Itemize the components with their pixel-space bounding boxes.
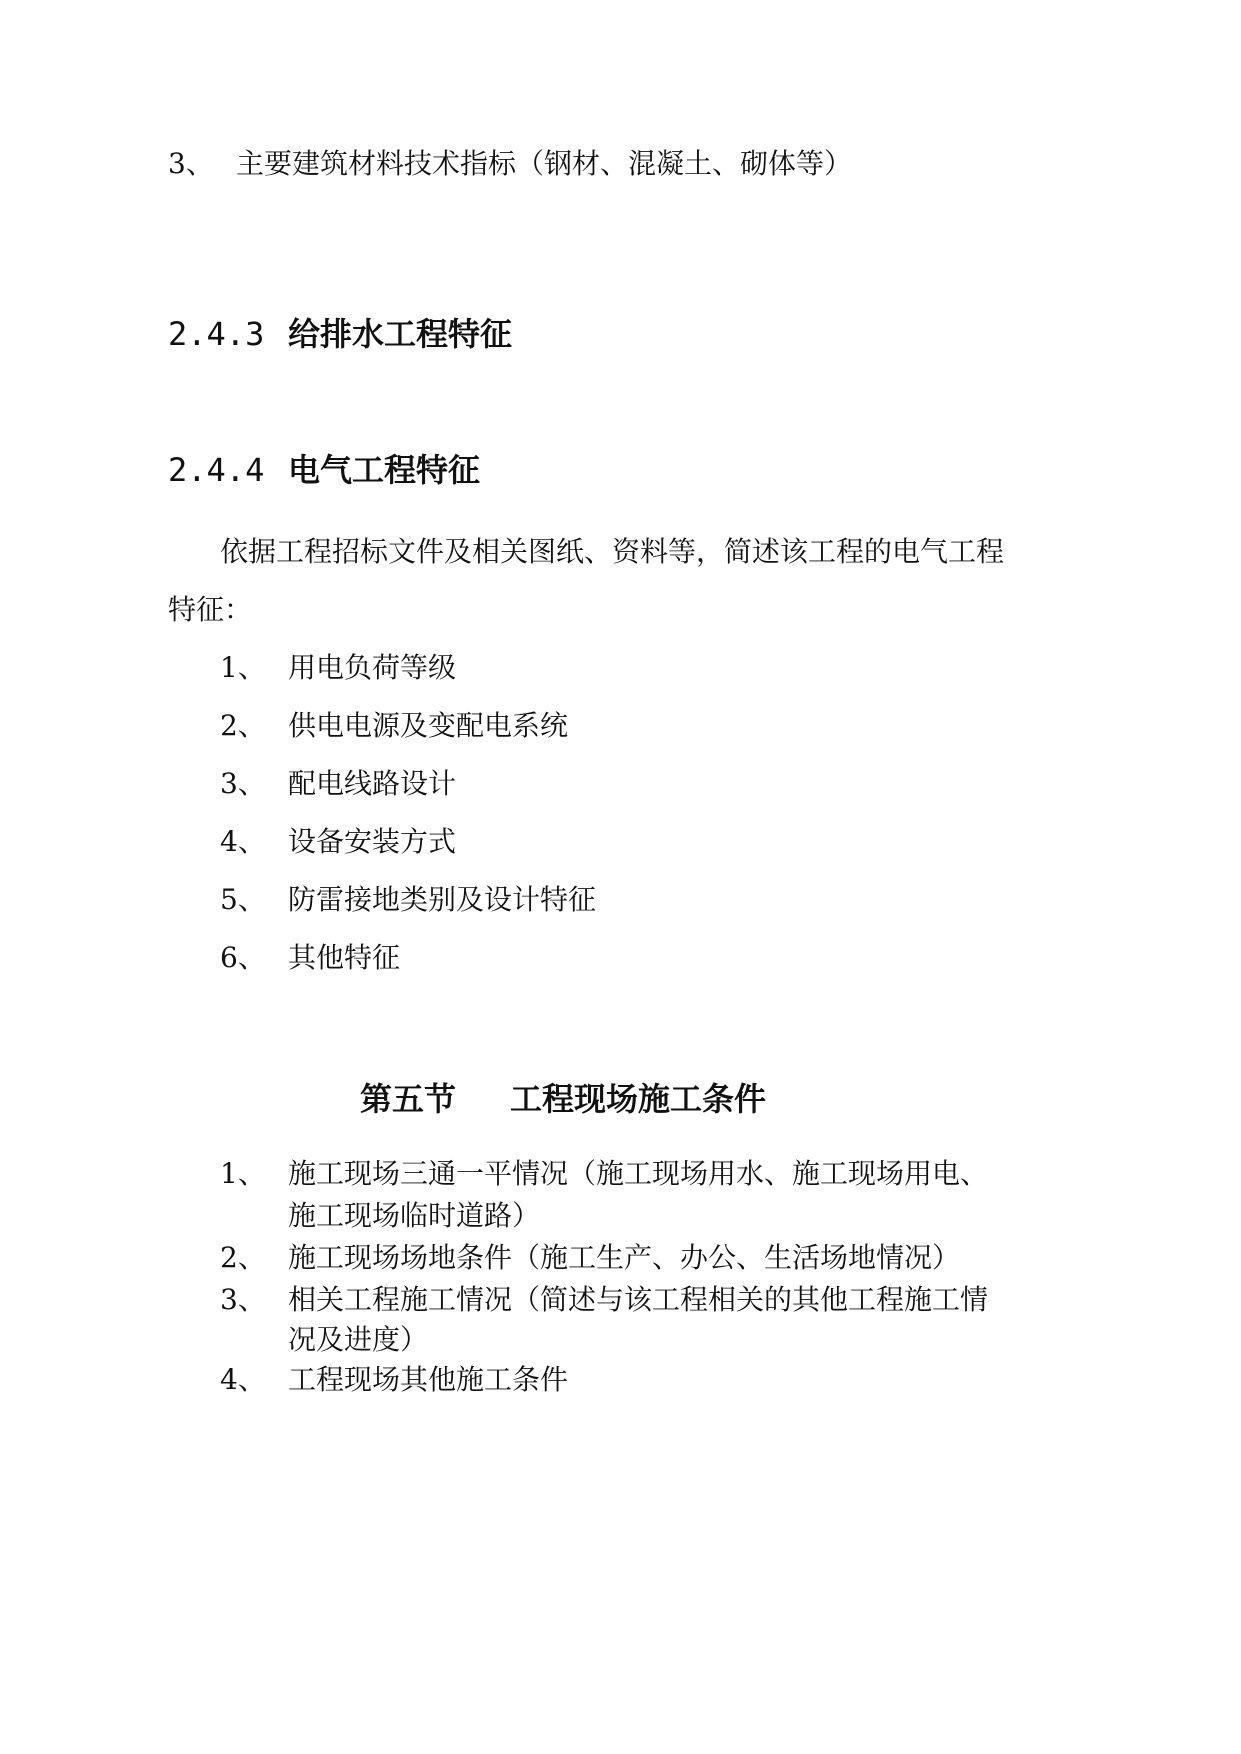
list-number: 5、 <box>220 883 266 916</box>
list-number: 6、 <box>220 941 266 974</box>
heading-number: 2.4.3 <box>168 315 265 353</box>
list-number: 1、 <box>220 651 266 684</box>
heading-number: 2.4.4 <box>168 451 265 489</box>
section-label: 第五节 <box>360 1080 457 1118</box>
heading-2-4-4-title: 电气工程特征 <box>288 451 481 489</box>
list-text: 施工现场场地条件（施工生产、办公、生活场地情况） <box>288 1241 961 1274</box>
list-text: 相关工程施工情况（简述与该工程相关的其他工程施工情 <box>288 1283 989 1316</box>
heading-2-4-3 <box>168 312 264 356</box>
list-text: 施工现场三通一平情况（施工现场用水、施工现场用电、 <box>288 1157 989 1190</box>
paragraph-line: 特征： <box>168 593 253 626</box>
list-number: 3、 <box>168 147 214 180</box>
paragraph-line: 依据工程招标文件及相关图纸、资料等，简述该工程的电气工程 <box>220 535 1005 568</box>
list-text: 设备安装方式 <box>288 825 457 858</box>
section-title: 工程现场施工条件 <box>510 1080 767 1118</box>
list-text: 防雷接地类别及设计特征 <box>288 883 597 916</box>
list-number: 2、 <box>220 709 266 742</box>
list-text: 施工现场临时道路） <box>288 1199 541 1232</box>
list-text: 主要建筑材料技术指标（钢材、混凝土、砌体等） <box>236 147 853 180</box>
list-number: 2、 <box>220 1241 266 1274</box>
list-text: 其他特征 <box>288 941 401 974</box>
list-number: 1、 <box>220 1157 266 1190</box>
heading-2-4-3-title: 给排水工程特征 <box>288 315 513 353</box>
list-text: 供电电源及变配电系统 <box>288 709 569 742</box>
list-text: 配电线路设计 <box>288 767 457 800</box>
list-text: 工程现场其他施工条件 <box>288 1363 569 1396</box>
list-text: 况及进度） <box>288 1323 429 1356</box>
heading-2-4-4 <box>168 448 264 492</box>
list-number: 4、 <box>220 1363 266 1396</box>
list-number: 3、 <box>220 1283 266 1316</box>
list-number: 4、 <box>220 825 266 858</box>
list-number: 3、 <box>220 767 266 800</box>
list-text: 用电负荷等级 <box>288 651 457 684</box>
